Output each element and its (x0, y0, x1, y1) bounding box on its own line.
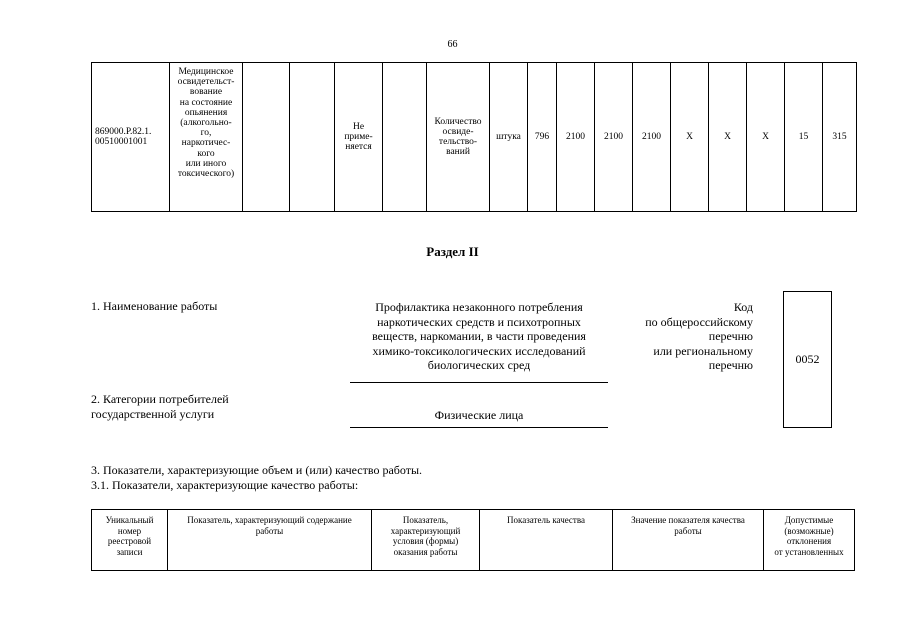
header-quality-indicator: Показатель качества (480, 510, 613, 571)
work-name-underline (350, 382, 608, 383)
header-work-content: Показатель, характеризующий содержание работы (168, 510, 372, 571)
content-cell (243, 63, 290, 212)
consumer-category-label: 2. Категории потребителей государственной услуги (91, 392, 229, 421)
deviation-percent-cell: 15 (785, 63, 823, 212)
consumer-category-underline (350, 427, 608, 428)
header-allowed-deviations: Допустимые (возможные) отклонения от установленных (764, 510, 855, 571)
quality-indicators-table (91, 509, 855, 571)
value-cell: 2100 (595, 63, 633, 212)
code-label: Код по общероссийскому перечню или региональному перечню (645, 300, 753, 372)
unit-cell: штука (490, 63, 528, 212)
table-header-row (92, 510, 855, 571)
work-name-label: 1. Наименование работы (91, 299, 218, 313)
value-cell: 2100 (557, 63, 595, 212)
section-title: Раздел II (426, 244, 479, 259)
header-work-conditions: Показатель, характеризующий условия (формы) оказания работы (372, 510, 480, 571)
registry-code-cell: 869000.Р.82.1. 00510001001 (92, 63, 170, 212)
okei-code-cell: 796 (528, 63, 557, 212)
table-row (92, 63, 857, 212)
code-value: 0052 (795, 352, 820, 366)
indicator-name-cell: Количество освиде- тельство- ваний (427, 63, 490, 212)
indicators-heading: 3. Показатели, характеризующие объем и (или) качество работы. (91, 463, 423, 477)
fee-cell: X (747, 63, 785, 212)
service-name-cell: Медицинское освидетельст- вование на состояние опьянения (алкогольно- го, наркотичес- кого или иного токсического) (170, 63, 243, 212)
work-name-value: Профилактика незаконного потребления наркотических средств и психотропных веществ, наркомании, в части проведения химико-токсикологических исследований биологических сред (372, 300, 586, 372)
value-cell: 2100 (633, 63, 671, 212)
condition-cell: Не приме- няется (335, 63, 383, 212)
quality-indicators-heading: 3.1. Показатели, характеризующие качество работы: (91, 478, 359, 492)
header-registry-number: Уникальный номер реестровой записи (92, 510, 168, 571)
content-cell (290, 63, 335, 212)
fee-cell: X (709, 63, 747, 212)
code-box (783, 291, 832, 428)
page-number: 66 (447, 39, 458, 50)
header-quality-value: Значение показателя качества работы (613, 510, 764, 571)
deviation-absolute-cell: 315 (823, 63, 857, 212)
condition-cell (383, 63, 427, 212)
services-volume-table (91, 62, 857, 212)
fee-cell: X (671, 63, 709, 212)
consumer-category-value: Физические лица (434, 408, 524, 422)
